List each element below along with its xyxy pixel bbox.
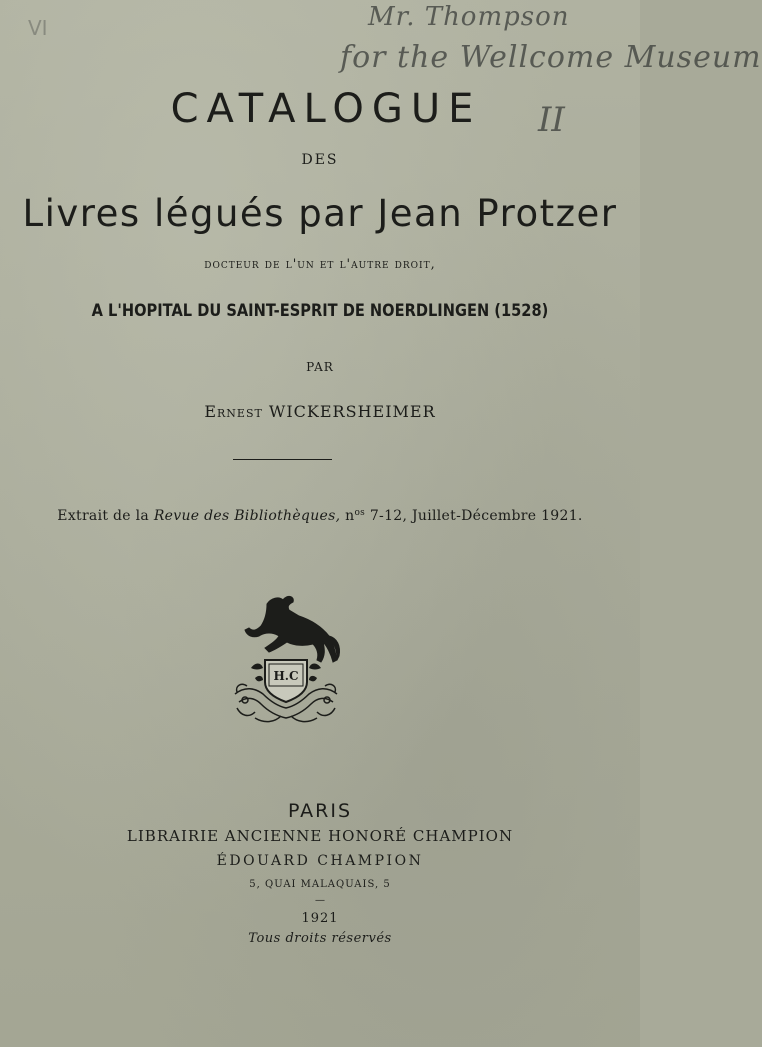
divider-rule [233,459,332,460]
extract-journal: Revue des Bibliothèques, [153,508,341,524]
imprint-publisher: LIBRAIRIE ANCIENNE HONORÉ CHAMPION [126,827,514,845]
horse-icon [245,596,340,662]
extract-note [0,508,640,524]
extract-numbers-sup: os [354,508,366,518]
extract-prefix: Extrait de la [57,508,150,524]
colophon-monogram: H.C [273,669,299,683]
imprint-year: 1921 [301,911,339,926]
title-des: DES [301,152,339,168]
handwritten-dedication-line-2: for the Wellcome Museum [340,40,762,75]
publisher-colophon-emblem [225,590,347,730]
subtitle-hopital: A L'HOPITAL DU SAINT-ESPRIT DE NOERDLINGEN (1528) [91,301,549,321]
main-title: Livres légués par Jean Protzer [22,192,618,235]
extract-numbers-prefix: n [345,508,355,524]
handwritten-dedication-line-1: Mr. Thompson [368,2,570,32]
subtitle-docteur: docteur de l'un et l'autre droit, [204,257,436,272]
imprint-rights: Tous droits réservés [248,931,392,946]
imprint-address: 5, QUAI MALAQUAIS, 5 [249,879,391,890]
par-label: PAR [306,360,334,374]
imprint-city: PARIS [287,800,353,822]
corner-mark: VI [28,16,48,40]
handwritten-margin-note: II [538,100,565,140]
author-name: Ernest WICKERSHEIMER [204,402,436,421]
imprint-dash: — [315,895,325,906]
imprint-edouard: ÉDOUARD CHAMPION [216,853,424,869]
title-catalogue: CATALOGUE [170,86,482,132]
extract-suffix: 7-12, Juillet-Décembre 1921. [369,508,583,524]
